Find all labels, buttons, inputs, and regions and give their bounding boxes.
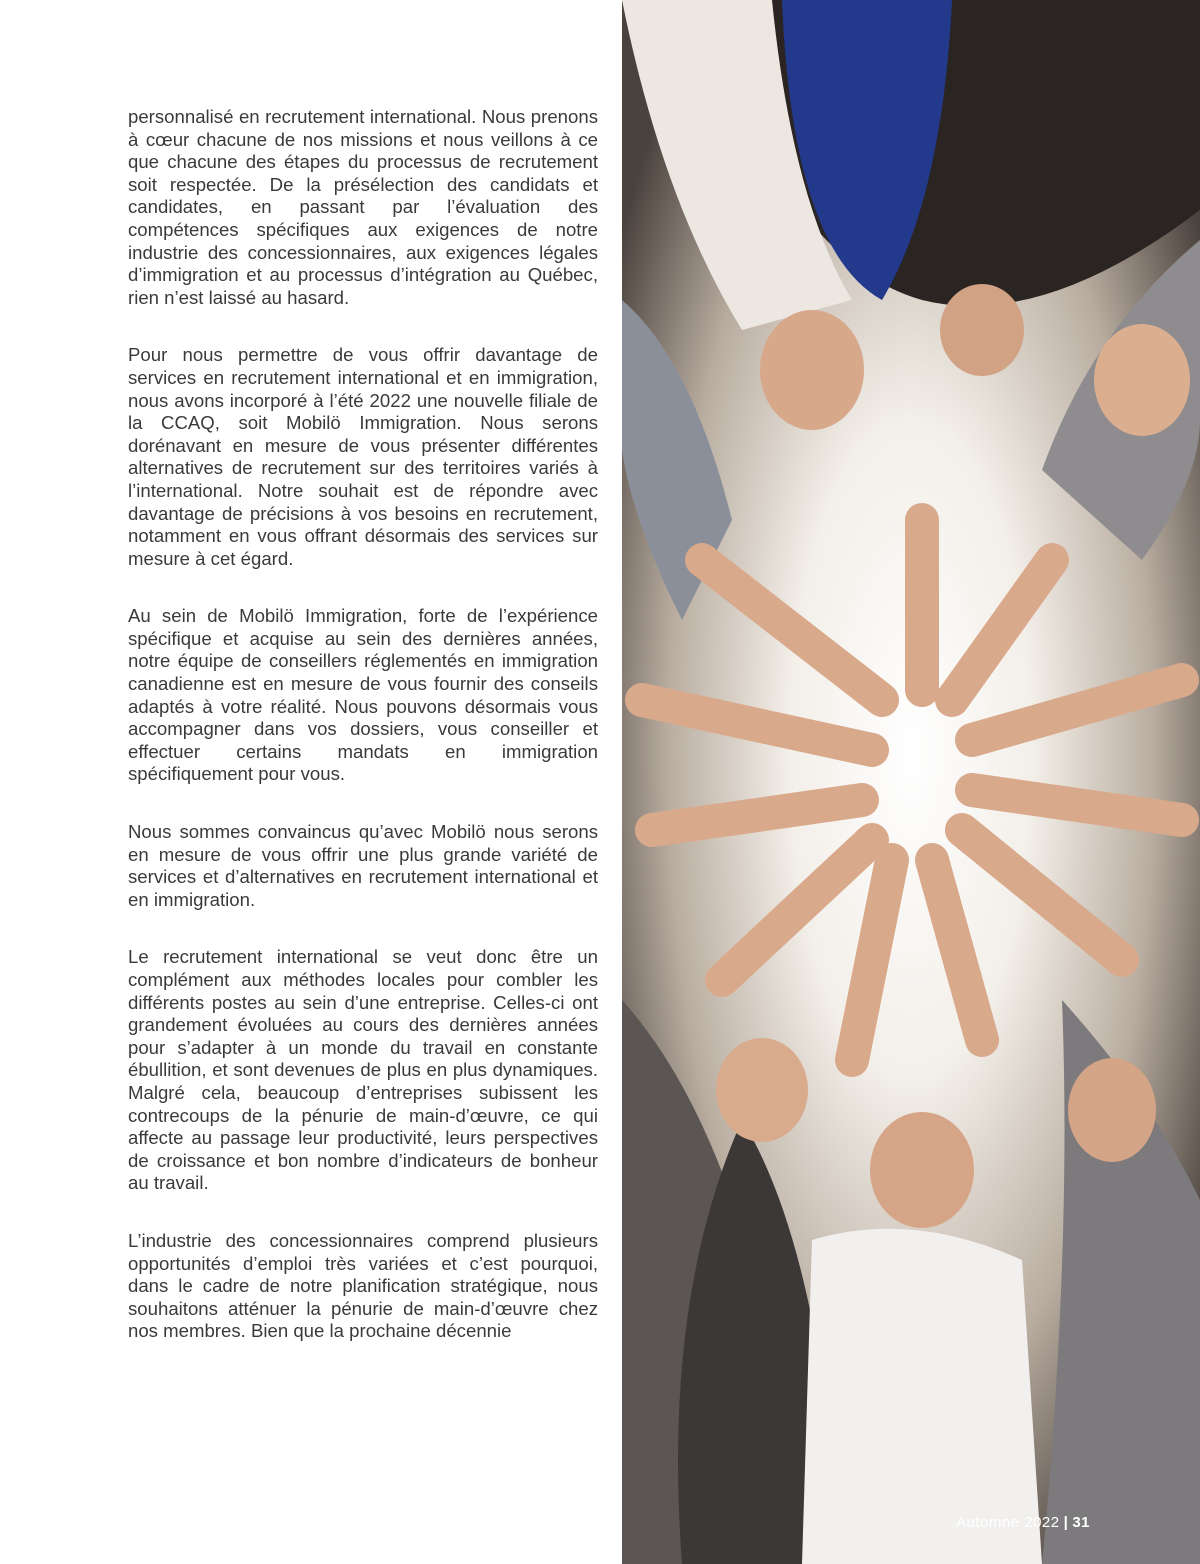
paragraph: personnalisé en recrutement international. Nous prenons à cœur chacune de nos missions et nous veillons à ce que chacune des étapes du processus de recrutement soit respectée. De la présélection des candidats et candidates, en passant par l’évaluation des compétences spécifiques aux exigences de notre industrie des concessionnaires, aux exigences légales d’immigration et au processus d’intégration au Québec, rien n’est laissé au hasard. xyxy=(128,106,598,308)
page-number: 31 xyxy=(1072,1514,1090,1531)
paragraph: Le recrutement international se veut donc être un complément aux méthodes locales pour combler les différents postes au sein d’une entreprise. Celles-ci ont grandement évoluées au cours des dernières années pour s’adapter à un monde du travail en constante ébullition, et sont devenues de plus en plus dynamiques. Malgré cela, beaucoup d’entreprises subissent les contrecoups de la pénurie de main-d’œuvre, ce qui affecte au passage leur productivité, leurs perspectives de croissance et bon nombre d’indicateurs de bonheur au travail. xyxy=(128,946,598,1194)
page-footer xyxy=(956,1514,1090,1531)
issue-season: Automne 2022 xyxy=(956,1514,1060,1531)
paragraph: Pour nous permettre de vous offrir davantage de services en recrutement international et en immigration, nous avons incorporé à l’été 2022 une nouvelle filiale de la CCAQ, soit Mobilö Immigration. Nous serons dorénavant en mesure de vous présenter différentes alternatives de recrutement sur des territoires variés à l’international. Notre souhait est de répondre avec davantage de précisions à vos besoins en recrutement, notamment en vous offrant désormais des services sur mesure à cet égard. xyxy=(128,344,598,569)
team-hands-photo xyxy=(622,0,1200,1564)
footer-separator: | xyxy=(1063,1514,1069,1531)
paragraph: L’industrie des concessionnaires comprend plusieurs opportunités d’emploi très variées et c’est pourquoi, dans le cadre de notre planification stratégique, nous souhaitons atténuer la pénurie de main-d’œuvre chez nos membres. Bien que la prochaine décennie xyxy=(128,1229,598,1342)
paragraph: Nous sommes convaincus qu’avec Mobilö nous serons en mesure de vous offrir une plus grande variété de services et d’alternatives en recrutement international et en immigration. xyxy=(128,821,598,910)
paragraph: Au sein de Mobilö Immigration, forte de l’expérience spécifique et acquise au sein des dernières années, notre équipe de conseillers réglementés en immigration canadienne est en mesure de vous fournir des conseils adaptés à votre réalité. Nous pouvons désormais vous accompagner dans vos dossiers, vous conseiller et effectuer certains mandats en immigration spécifiquement pour vous. xyxy=(128,605,598,785)
photo-illustration xyxy=(622,0,1200,1564)
article-body xyxy=(128,106,598,1378)
